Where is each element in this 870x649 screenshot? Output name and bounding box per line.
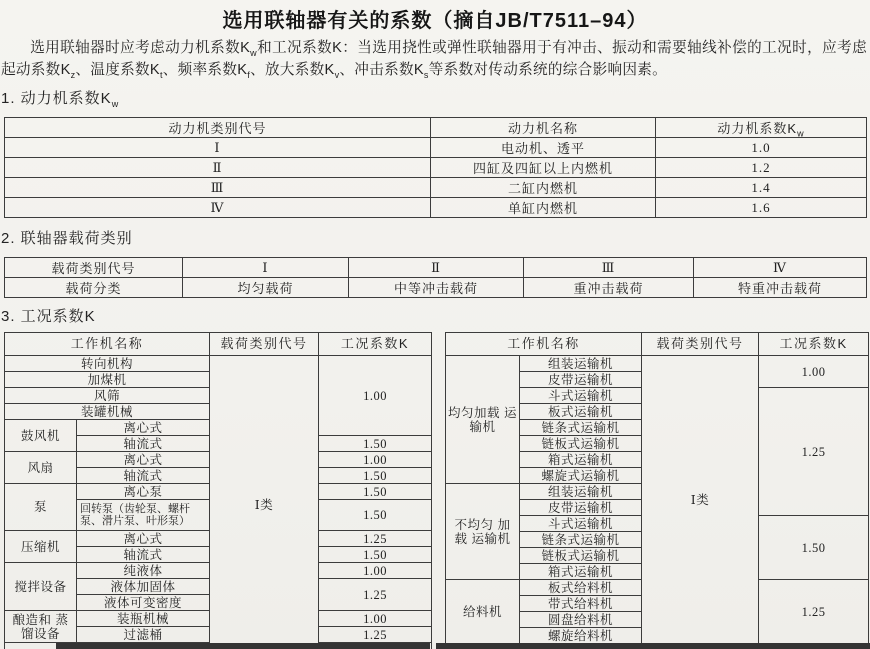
table-cell: Ⅰ — [183, 258, 349, 278]
load-category-table — [4, 257, 867, 298]
k-value-cell: 1.00 — [319, 356, 432, 436]
service-factor-table-right — [445, 332, 869, 644]
load-class-cell: Ⅰ类 — [642, 356, 759, 644]
table-cell: Ⅰ — [5, 138, 431, 158]
subscript: w — [797, 128, 805, 138]
table-header-cell: 工作机名称 — [446, 333, 642, 356]
table-cell: Ⅲ — [524, 258, 694, 278]
table-cell: Ⅱ — [5, 158, 431, 178]
intro-text: 等系数对传动系统的综合影响因素。 — [428, 61, 668, 78]
table-row — [5, 158, 867, 178]
machine-group-cell: 鼓风机 — [5, 420, 77, 452]
k-value-cell: 1.50 — [319, 468, 432, 484]
k-value-cell: 1.50 — [319, 436, 432, 452]
table-cell: 离心式 — [77, 531, 210, 547]
table-row — [5, 178, 867, 198]
subscript: s — [423, 69, 429, 80]
table-row — [5, 356, 432, 372]
table-cell: 加煤机 — [5, 372, 210, 388]
scan-edge-artifact — [436, 643, 870, 649]
section-1-heading: 1. 动力机系数$K_w$ — [1, 90, 120, 110]
table-cell: 液体可变密度 — [77, 595, 210, 611]
table-cell: 轴流式 — [77, 547, 210, 563]
table-cell: 重冲击载荷 — [524, 278, 694, 298]
table-cell: 箱式运输机 — [520, 564, 642, 580]
table-cell: 1.2 — [656, 158, 867, 178]
machine-group-cell: 均匀加载 运输机 — [446, 356, 520, 484]
table-cell: 组装运输机 — [520, 484, 642, 500]
intro-paragraph — [1, 38, 867, 81]
table-cell: 二缸内燃机 — [431, 178, 656, 198]
table-header-cell: 动力机系数$K_w$ — [656, 118, 867, 138]
table-cell: 回转泵（齿轮泵、螺杆泵、滑片泵、叶形泵） — [77, 500, 210, 531]
intro-text: 和工况系数K：当选用挠性或弹性联轴器用于有冲击、振动和需要轴线补偿的工况时，应考虑起动系数K — [1, 40, 867, 78]
table-cell: 轴流式 — [77, 468, 210, 484]
machine-group-cell: 搅拌设备 — [5, 563, 77, 611]
k-value-cell: 1.50 — [319, 547, 432, 563]
table-header-cell: 工况系数K — [319, 333, 432, 356]
table-cell: 单缸内燃机 — [431, 198, 656, 218]
table-cell: 风筛 — [5, 388, 210, 404]
table-cell: 链条式运输机 — [520, 532, 642, 548]
k-value-cell: 1.25 — [319, 579, 432, 611]
table-row — [5, 138, 867, 158]
table-cell: 四缸及四缸以上内燃机 — [431, 158, 656, 178]
table-cell: 液体加固体 — [77, 579, 210, 595]
table-cell: 圆盘给料机 — [520, 612, 642, 628]
service-factor-table-left — [4, 332, 432, 649]
table-header-cell: 载荷类别代号 — [642, 333, 759, 356]
machine-group-cell: 泵 — [5, 484, 77, 531]
table-header-cell: 载荷分类 — [5, 278, 183, 298]
intro-text: 、放大系数K — [250, 61, 335, 78]
table-cell: 板式运输机 — [520, 404, 642, 420]
k-value-cell: 1.50 — [319, 500, 432, 531]
table-cell: 链条式运输机 — [520, 420, 642, 436]
table-header-cell: 载荷类别代号 — [5, 258, 183, 278]
intro-text: 选用联轴器时应考虑动力机系数K — [30, 40, 251, 56]
table-row — [5, 198, 867, 218]
table-cell: 皮带运输机 — [520, 372, 642, 388]
k-value-cell: 1.00 — [319, 563, 432, 579]
table-cell: 板式给料机 — [520, 580, 642, 596]
table-cell: 螺旋给料机 — [520, 628, 642, 644]
table-cell: 组装运输机 — [520, 356, 642, 372]
table-cell: 螺旋式运输机 — [520, 468, 642, 484]
table-header-cell: 工况系数K — [759, 333, 869, 356]
table-row — [5, 278, 867, 298]
table-cell: 箱式运输机 — [520, 452, 642, 468]
k-value-cell: 1.25 — [319, 627, 432, 643]
table-row — [446, 356, 869, 372]
table-header-row — [5, 118, 867, 138]
table-cell: 轴流式 — [77, 436, 210, 452]
machine-group-cell: 酿造和 蒸馏设备 — [5, 611, 77, 643]
table-header-cell: 动力机名称 — [431, 118, 656, 138]
table-row — [5, 258, 867, 278]
subscript: v — [334, 69, 340, 80]
intro-text: 、频率系数K — [162, 61, 248, 78]
k-value-cell: 1.00 — [319, 611, 432, 627]
subscript: w — [250, 47, 257, 58]
table-cell: 1.6 — [656, 198, 867, 218]
table-cell: 带式给料机 — [520, 596, 642, 612]
table-cell: 离心式 — [77, 420, 210, 436]
table-header-cell: 载荷类别代号 — [210, 333, 319, 356]
table-cell: 链板式运输机 — [520, 548, 642, 564]
table-cell: 特重冲击载荷 — [694, 278, 867, 298]
intro-text: 、冲击系数K — [339, 61, 424, 78]
k-value-cell: 1.50 — [759, 516, 869, 580]
table-cell: Ⅳ — [694, 258, 867, 278]
service-factor-tables — [4, 332, 870, 649]
table-header-row — [446, 333, 869, 356]
table-cell: 均匀载荷 — [183, 278, 349, 298]
table-cell: 中等冲击载荷 — [349, 278, 524, 298]
table-cell: 皮带运输机 — [520, 500, 642, 516]
table-header-row — [5, 333, 432, 356]
table-cell: 斗式运输机 — [520, 388, 642, 404]
k-value-cell: 1.25 — [759, 388, 869, 516]
table-cell: 离心泵 — [77, 484, 210, 500]
scan-edge-artifact — [56, 643, 430, 649]
table-cell: 链板式运输机 — [520, 436, 642, 452]
table-cell: 装罐机械 — [5, 404, 210, 420]
table-cell: 1.0 — [656, 138, 867, 158]
table-cell: Ⅲ — [5, 178, 431, 198]
intro-text: 、温度系数K — [75, 61, 160, 78]
k-value-cell: 1.25 — [759, 580, 869, 644]
table-cell: 纯液体 — [77, 563, 210, 579]
table-cell: 转向机构 — [5, 356, 210, 372]
table-cell: Ⅱ — [349, 258, 524, 278]
subscript: f — [247, 69, 251, 80]
table-header-cell: 动力机类别代号 — [5, 118, 431, 138]
subscript: w — [111, 99, 120, 110]
k-value-cell: 1.50 — [319, 484, 432, 500]
table-cell: 1.4 — [656, 178, 867, 198]
k-value-cell: 1.25 — [319, 531, 432, 547]
load-class-cell: Ⅰ类 — [210, 356, 319, 649]
table-header-cell: 工作机名称 — [5, 333, 210, 356]
table-cell: Ⅳ — [5, 198, 431, 218]
table-cell: 斗式运输机 — [520, 516, 642, 532]
table-cell: 离心式 — [77, 452, 210, 468]
subscript: t — [159, 69, 163, 80]
subscript: z — [70, 69, 76, 80]
machine-group-cell: 风扇 — [5, 452, 77, 484]
section-3-heading: 3. 工况系数K — [1, 308, 96, 326]
machine-group-cell: 压缩机 — [5, 531, 77, 563]
machine-group-cell: 给料机 — [446, 580, 520, 644]
power-machine-coefficient-table — [4, 117, 867, 218]
table-cell: 电动机、透平 — [431, 138, 656, 158]
page-title: 选用联轴器有关的系数（摘自JB/T7511–94） — [222, 10, 648, 32]
table-cell: 过滤桶 — [77, 627, 210, 643]
section-2-heading: 2. 联轴器载荷类别 — [1, 230, 133, 248]
table-cell: 装瓶机械 — [77, 611, 210, 627]
k-value-cell: 1.00 — [319, 452, 432, 468]
machine-group-cell: 不均匀 加 载 运输机 — [446, 484, 520, 580]
k-value-cell: 1.00 — [759, 356, 869, 388]
